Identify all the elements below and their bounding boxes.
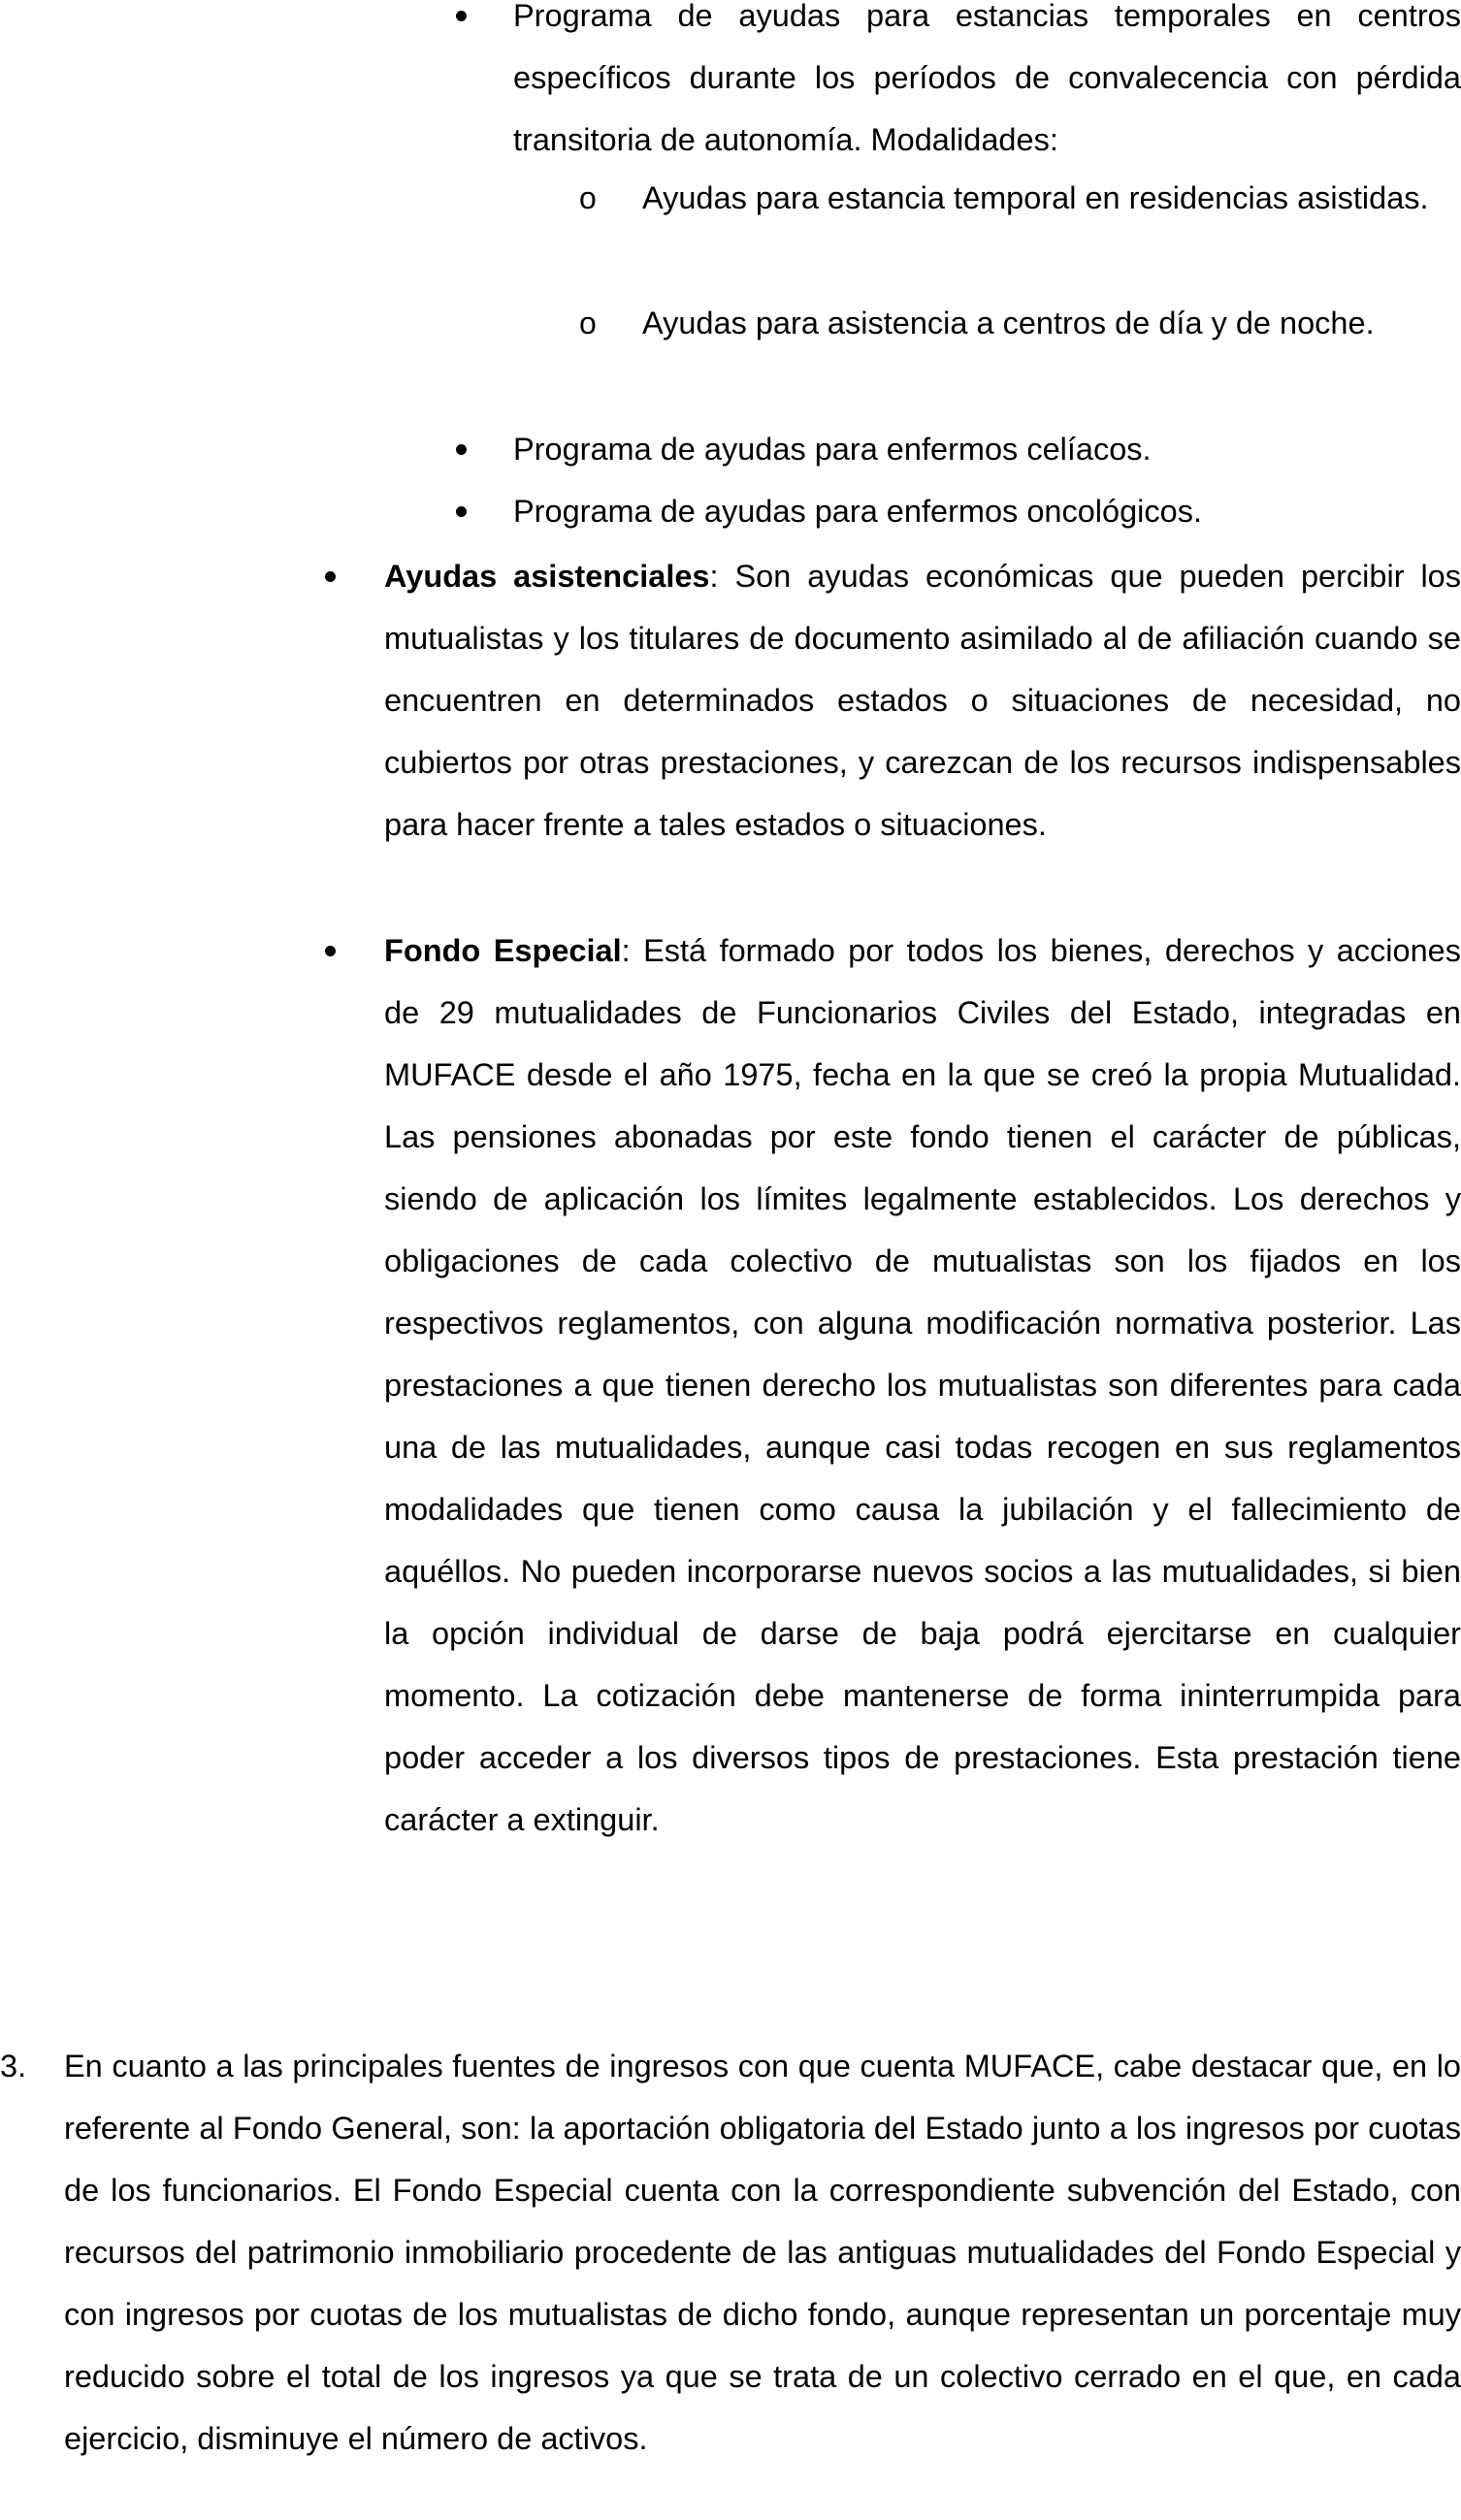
list-item-level3: Ayudas para estancia temporal en residencias asistidas.	[642, 180, 1429, 215]
list-item-level1	[384, 920, 1461, 1851]
item-text: : Son ayudas económicas que pueden percibir los mutualistas y los titulares de documento asimilado al de afiliación cuando se encuentren en determinados estados o situaciones de necesidad, no cubiertos por otras prestaciones, y carezcan de los recursos indispensables para hacer frente a tales estados o situaciones.	[384, 559, 1461, 842]
list-item-level1	[384, 545, 1461, 856]
bullet-dot	[456, 11, 467, 21]
bullet-dot	[456, 506, 467, 517]
bullet-dot	[325, 571, 336, 582]
list-item-level2: Programa de ayudas para enfermos oncológicos.	[513, 494, 1202, 529]
paragraph-number: 3.	[0, 2049, 27, 2084]
list-item-level2: Programa de ayudas para enfermos celíacos.	[513, 432, 1152, 467]
bullet-dot	[325, 946, 336, 956]
bullet-dot	[456, 444, 467, 455]
item-title: Fondo Especial	[384, 933, 622, 968]
item-title: Ayudas asistenciales	[384, 559, 710, 594]
list-item-level3: Ayudas para asistencia a centros de día y de noche.	[642, 306, 1375, 340]
numbered-paragraph: En cuanto a las principales fuentes de ingresos con que cuenta MUFACE, cabe destacar que, en lo referente al Fondo General, son: la aportación obligatoria del Estado junto a los ingresos por cuotas de los funcionarios. El Fondo Especial cuenta con la correspondiente subvención del Estado, con recursos del patrimonio inmobiliario procedente de las antiguas mutualidades del Fondo Especial y con ingresos por cuotas de los mutualistas de dicho fondo, aunque representan un porcentaje muy reducido sobre el total de los ingresos ya que se trata de un colectivo cerrado en el que, en cada ejercicio, disminuye el número de activos.	[64, 2049, 1461, 2456]
bullet-circle: o	[579, 306, 597, 340]
list-item-level2: Programa de ayudas para estancias temporales en centros específicos durante los períodos de convalecencia con pérdida transitoria de autonomía. Modalidades:	[513, 0, 1461, 157]
item-text: : Está formado por todos los bienes, derechos y acciones de 29 mutualidades de Funcionarios Civiles del Estado, integradas en MUFACE desde el año 1975, fecha en la que se creó la propia Mutualidad. Las pensiones abonadas por este fondo tienen el carácter de públicas, siendo de aplicación los límites legalmente establecidos. Los derechos y obligaciones de cada colectivo de mutualistas son los fijados en los respectivos reglamentos, con alguna modificación normativa posterior. Las prestaciones a que tienen derecho los mutualistas son diferentes para cada una de las mutualidades, aunque casi todas recogen en sus reglamentos modalidades que tienen como causa la jubilación y el fallecimiento de aquéllos. No pueden incorporarse nuevos socios a las mutualidades, si bien la opción individual de darse de baja podrá ejercitarse en cualquier momento. La cotización debe mantenerse de forma ininterrumpida para poder acceder a los diversos tipos de prestaciones. Esta prestación tiene carácter a extinguir.	[384, 933, 1461, 1837]
bullet-circle: o	[579, 180, 597, 215]
